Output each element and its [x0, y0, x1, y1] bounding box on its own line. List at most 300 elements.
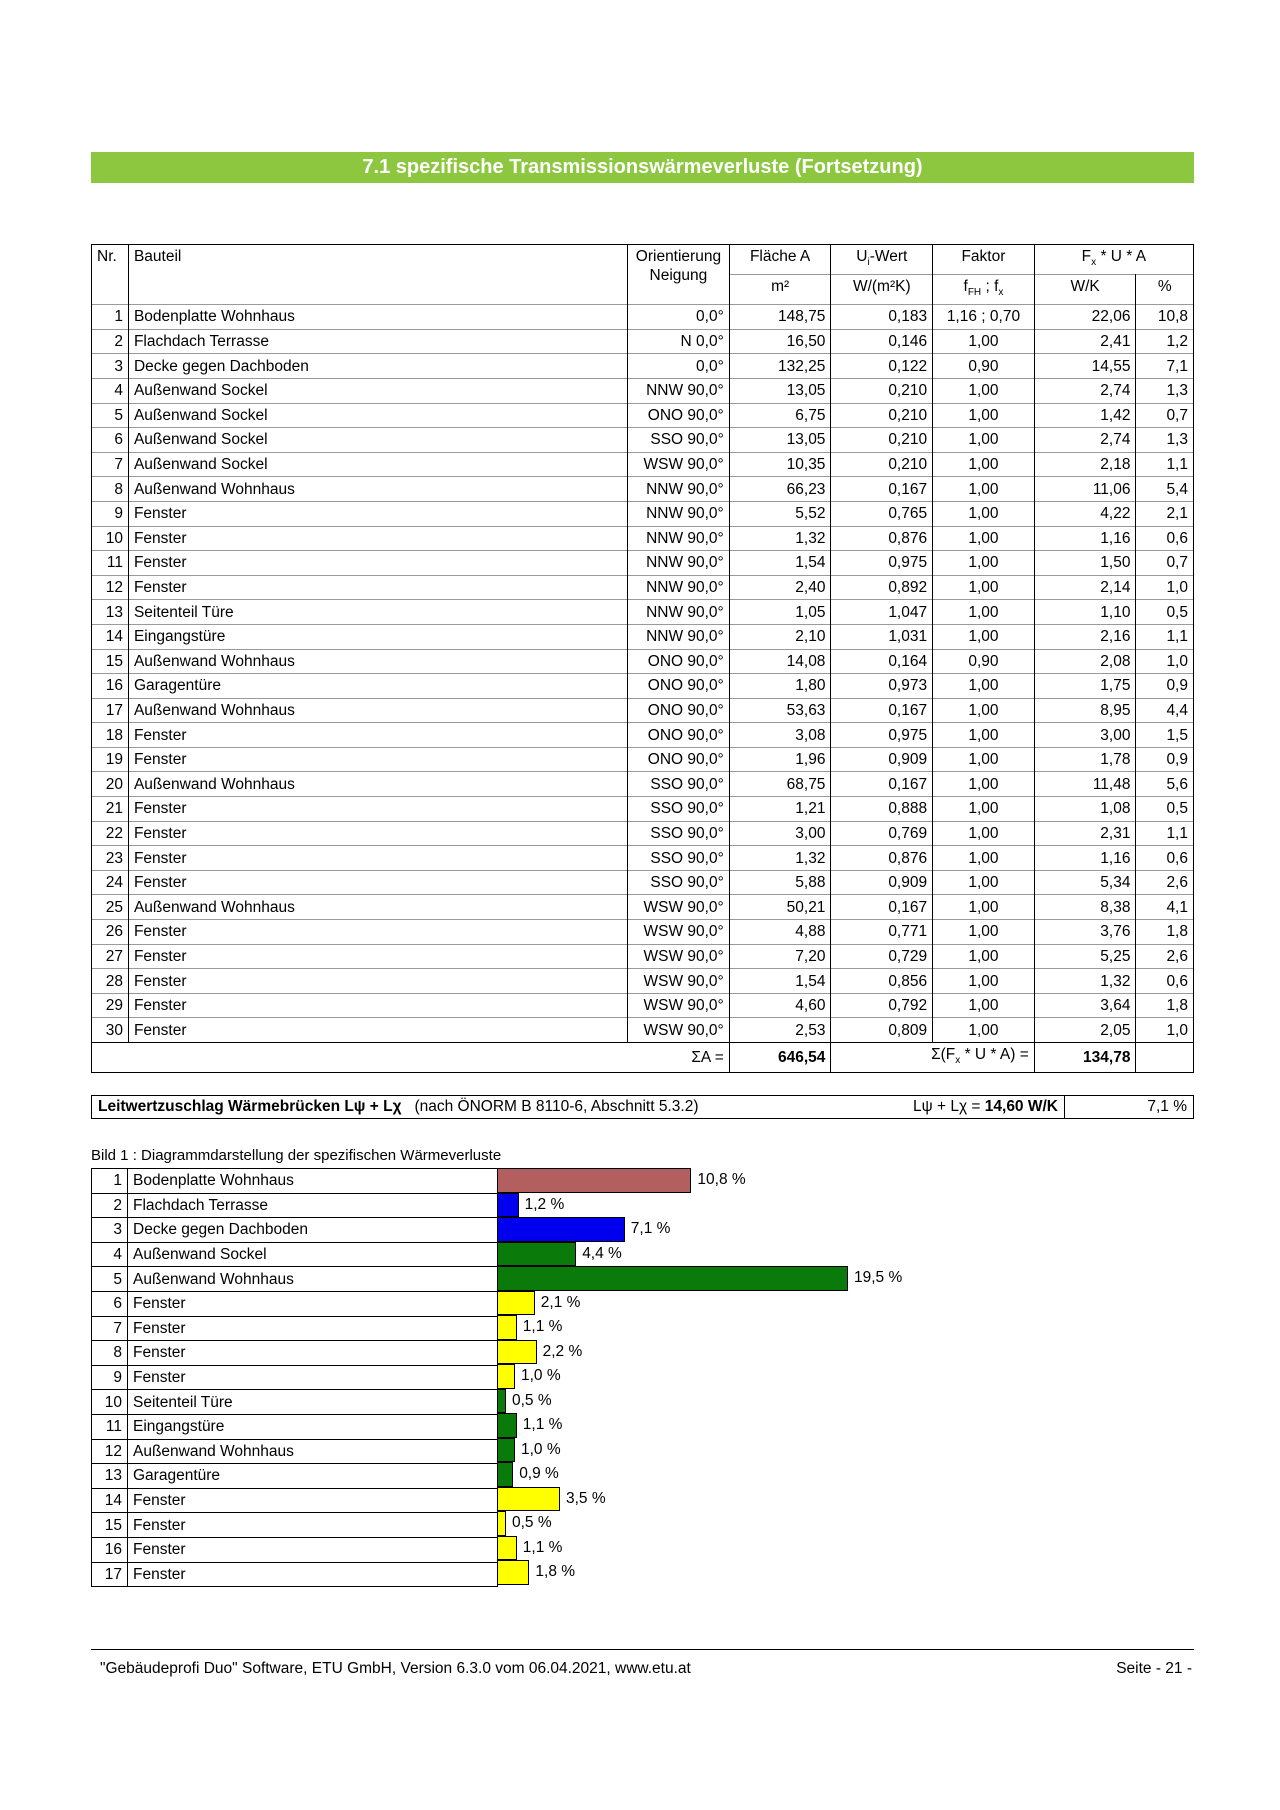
cell-u: 0,975: [831, 723, 933, 748]
cell-orient: WSW 90,0°: [628, 920, 730, 945]
sum-area-label: ΣA =: [628, 1043, 730, 1073]
cell-u: 0,876: [831, 846, 933, 871]
cell-orient: NNW 90,0°: [628, 477, 730, 502]
cell-pct: 1,0: [1136, 575, 1194, 600]
header-uwert-u: U: [856, 248, 868, 265]
chart-bar-label: 19,5 %: [854, 1269, 903, 1287]
cell-area: 50,21: [729, 895, 831, 920]
chart-category-number: 11: [92, 1414, 128, 1439]
chart-category-body: [92, 1169, 498, 1587]
chart-category-label: Eingangstüre: [128, 1414, 498, 1439]
sum-empty-1: [92, 1043, 129, 1073]
table-row: [92, 821, 1194, 846]
chart-bar-row: [497, 1487, 1197, 1512]
cell-u: 0,164: [831, 649, 933, 674]
cell-pct: 7,1: [1136, 354, 1194, 379]
cell-area: 148,75: [729, 305, 831, 330]
cell-bauteil: Außenwand Sockel: [128, 378, 627, 403]
cell-area: 16,50: [729, 329, 831, 354]
cell-u: 0,167: [831, 698, 933, 723]
cell-wk: 1,32: [1034, 969, 1136, 994]
chart-bar: [497, 1462, 513, 1487]
cell-faktor: 1,00: [933, 993, 1035, 1018]
cell-pct: 1,8: [1136, 993, 1194, 1018]
chart-bar-row: [497, 1168, 1197, 1193]
chart-bar: [497, 1242, 576, 1267]
chart-bar-row: [497, 1389, 1197, 1414]
unit-faktor-sub1: FH: [967, 287, 982, 299]
chart-bar: [497, 1217, 625, 1242]
cell-bauteil: Fenster: [128, 575, 627, 600]
cell-bauteil: Bodenplatte Wohnhaus: [128, 305, 627, 330]
chart-bar-row: [497, 1511, 1197, 1536]
cell-faktor: 1,00: [933, 895, 1035, 920]
cell-u: 0,973: [831, 674, 933, 699]
cell-wk: 22,06: [1034, 305, 1136, 330]
cell-bauteil: Außenwand Sockel: [128, 428, 627, 453]
cell-nr: 30: [92, 1018, 129, 1043]
chart-bar-row: [497, 1242, 1197, 1267]
cell-faktor: 1,00: [933, 501, 1035, 526]
chart-category-row: [92, 1562, 498, 1587]
cell-area: 3,00: [729, 821, 831, 846]
cell-faktor: 1,00: [933, 944, 1035, 969]
cell-area: 14,08: [729, 649, 831, 674]
header-flaeche: Fläche A: [729, 245, 831, 275]
chart-category-row: [92, 1242, 498, 1267]
chart-category-number: 7: [92, 1316, 128, 1341]
waermebruecken-value: [907, 1098, 1064, 1116]
cell-wk: 1,16: [1034, 846, 1136, 871]
cell-wk: 1,50: [1034, 551, 1136, 576]
cell-wk: 1,75: [1034, 674, 1136, 699]
chart-category-row: [92, 1218, 498, 1243]
chart-bar: [497, 1266, 848, 1291]
cell-orient: NNW 90,0°: [628, 624, 730, 649]
table-row: [92, 501, 1194, 526]
cell-area: 6,75: [729, 403, 831, 428]
cell-orient: NNW 90,0°: [628, 526, 730, 551]
header-nr: Nr.: [92, 245, 129, 305]
chart-bar-row: [497, 1364, 1197, 1389]
cell-orient: NNW 90,0°: [628, 575, 730, 600]
cell-wk: 1,10: [1034, 600, 1136, 625]
cell-nr: 3: [92, 354, 129, 379]
cell-area: 10,35: [729, 452, 831, 477]
table-row: [92, 452, 1194, 477]
cell-nr: 8: [92, 477, 129, 502]
sum-wk-label-b: * U * A) =: [960, 1046, 1029, 1063]
cell-area: 2,40: [729, 575, 831, 600]
cell-orient: WSW 90,0°: [628, 944, 730, 969]
table-row: [92, 674, 1194, 699]
chart-category-number: 5: [92, 1267, 128, 1292]
table-row: [92, 920, 1194, 945]
cell-u: 0,809: [831, 1018, 933, 1043]
header-fua: [1034, 245, 1193, 275]
cell-u: 0,210: [831, 428, 933, 453]
cell-orient: SSO 90,0°: [628, 797, 730, 822]
cell-pct: 0,6: [1136, 969, 1194, 994]
chart-bar-label: 0,5 %: [512, 1514, 552, 1532]
waermebruecken-pct: 7,1 %: [1064, 1096, 1193, 1118]
cell-orient: ONO 90,0°: [628, 747, 730, 772]
chart-bar-row: [497, 1438, 1197, 1463]
chart-bar-label: 2,2 %: [542, 1342, 583, 1360]
table-row: [92, 969, 1194, 994]
cell-u: 0,792: [831, 993, 933, 1018]
cell-nr: 21: [92, 797, 129, 822]
chart-bar-label: 1,0 %: [521, 1440, 561, 1458]
cell-faktor: 0,90: [933, 354, 1035, 379]
table-row: [92, 649, 1194, 674]
cell-faktor: 1,00: [933, 378, 1035, 403]
unit-pct: %: [1136, 275, 1194, 305]
unit-faktor-mid: ; f: [981, 278, 999, 296]
chart-category-row: [92, 1316, 498, 1341]
cell-area: 53,63: [729, 698, 831, 723]
chart-bar-label: 7,1 %: [630, 1220, 671, 1238]
header-uwert-sub: i: [867, 257, 870, 269]
cell-u: 1,031: [831, 624, 933, 649]
cell-faktor: 1,00: [933, 624, 1035, 649]
cell-area: 66,23: [729, 477, 831, 502]
chart-category-label: Fenster: [128, 1365, 498, 1390]
cell-bauteil: Fenster: [128, 797, 627, 822]
cell-pct: 0,7: [1136, 403, 1194, 428]
sum-area-value: 646,54: [729, 1043, 831, 1073]
chart-category-label: Fenster: [128, 1341, 498, 1366]
cell-orient: NNW 90,0°: [628, 501, 730, 526]
cell-u: 0,765: [831, 501, 933, 526]
cell-wk: 5,25: [1034, 944, 1136, 969]
cell-wk: 11,48: [1034, 772, 1136, 797]
cell-pct: 1,3: [1136, 428, 1194, 453]
cell-nr: 15: [92, 649, 129, 674]
cell-bauteil: Fenster: [128, 920, 627, 945]
cell-pct: 0,9: [1136, 674, 1194, 699]
transmission-table: [91, 244, 1194, 1073]
cell-nr: 20: [92, 772, 129, 797]
chart-category-row: [92, 1169, 498, 1194]
cell-nr: 7: [92, 452, 129, 477]
cell-pct: 1,2: [1136, 329, 1194, 354]
cell-nr: 2: [92, 329, 129, 354]
chart-category-label: Fenster: [128, 1291, 498, 1316]
cell-u: 0,729: [831, 944, 933, 969]
cell-orient: SSO 90,0°: [628, 846, 730, 871]
cell-pct: 1,5: [1136, 723, 1194, 748]
chart-bar-label: 0,5 %: [512, 1391, 552, 1409]
cell-pct: 1,1: [1136, 624, 1194, 649]
cell-bauteil: Fenster: [128, 501, 627, 526]
chart-bar: [497, 1536, 517, 1561]
header-fua-sub: x: [1091, 257, 1097, 269]
cell-u: 0,975: [831, 551, 933, 576]
table-row: [92, 895, 1194, 920]
cell-faktor: 1,00: [933, 723, 1035, 748]
cell-nr: 10: [92, 526, 129, 551]
cell-wk: 2,74: [1034, 378, 1136, 403]
cell-orient: NNW 90,0°: [628, 378, 730, 403]
chart-bar-label: 4,4 %: [582, 1244, 622, 1262]
header-bauteil: Bauteil: [128, 245, 627, 305]
header-orientierung-text: Orientierung: [635, 248, 722, 265]
cell-orient: NNW 90,0°: [628, 551, 730, 576]
cell-area: 3,08: [729, 723, 831, 748]
cell-nr: 28: [92, 969, 129, 994]
sum-empty-2: [128, 1043, 627, 1073]
chart-category-label: Seitenteil Türe: [128, 1390, 498, 1415]
table-header-row: [92, 245, 1194, 275]
cell-u: 0,210: [831, 378, 933, 403]
cell-nr: 25: [92, 895, 129, 920]
sum-wk-label-a: Σ(F: [931, 1046, 956, 1063]
footer-page-number: Seite - 21 -: [1116, 1660, 1192, 1677]
cell-area: 7,20: [729, 944, 831, 969]
cell-bauteil: Fenster: [128, 821, 627, 846]
chart-caption: Bild 1 : Diagrammdarstellung der spezifischen Wärmeverluste: [91, 1147, 502, 1164]
cell-wk: 2,41: [1034, 329, 1136, 354]
cell-orient: WSW 90,0°: [628, 1018, 730, 1043]
waermebruecken-value-prefix: Lψ + Lχ =: [913, 1098, 985, 1115]
cell-orient: WSW 90,0°: [628, 969, 730, 994]
cell-faktor: 0,90: [933, 649, 1035, 674]
cell-faktor: 1,00: [933, 551, 1035, 576]
cell-area: 4,60: [729, 993, 831, 1018]
cell-pct: 0,5: [1136, 797, 1194, 822]
header-fua-f: F: [1081, 248, 1092, 265]
cell-nr: 23: [92, 846, 129, 871]
cell-faktor: 1,00: [933, 698, 1035, 723]
table-row: [92, 993, 1194, 1018]
cell-nr: 4: [92, 378, 129, 403]
cell-u: 0,183: [831, 305, 933, 330]
chart-bar-label: 1,8 %: [535, 1563, 576, 1581]
chart-category-row: [92, 1365, 498, 1390]
cell-wk: 2,14: [1034, 575, 1136, 600]
cell-wk: 3,64: [1034, 993, 1136, 1018]
cell-wk: 8,95: [1034, 698, 1136, 723]
chart-bar: [497, 1511, 506, 1536]
cell-nr: 29: [92, 993, 129, 1018]
chart-category-row: [92, 1414, 498, 1439]
cell-nr: 14: [92, 624, 129, 649]
cell-faktor: 1,00: [933, 969, 1035, 994]
chart-category-row: [92, 1193, 498, 1218]
cell-area: 1,32: [729, 846, 831, 871]
cell-faktor: 1,00: [933, 428, 1035, 453]
cell-orient: NNW 90,0°: [628, 600, 730, 625]
cell-bauteil: Fenster: [128, 846, 627, 871]
cell-faktor: 1,00: [933, 403, 1035, 428]
cell-pct: 1,3: [1136, 378, 1194, 403]
cell-nr: 26: [92, 920, 129, 945]
cell-bauteil: Fenster: [128, 551, 627, 576]
cell-u: 0,769: [831, 821, 933, 846]
chart-bar: [497, 1193, 519, 1218]
cell-wk: 5,34: [1034, 870, 1136, 895]
table-row: [92, 624, 1194, 649]
cell-u: 0,876: [831, 526, 933, 551]
cell-orient: SSO 90,0°: [628, 870, 730, 895]
cell-orient: ONO 90,0°: [628, 403, 730, 428]
cell-nr: 27: [92, 944, 129, 969]
cell-bauteil: Außenwand Sockel: [128, 452, 627, 477]
table-row: [92, 378, 1194, 403]
cell-pct: 1,1: [1136, 452, 1194, 477]
cell-nr: 19: [92, 747, 129, 772]
table-row: [92, 551, 1194, 576]
cell-nr: 6: [92, 428, 129, 453]
cell-area: 1,21: [729, 797, 831, 822]
cell-wk: 1,08: [1034, 797, 1136, 822]
chart-category-number: 13: [92, 1464, 128, 1489]
chart-category-number: 16: [92, 1537, 128, 1562]
cell-pct: 10,8: [1136, 305, 1194, 330]
table-row: [92, 575, 1194, 600]
cell-area: 2,10: [729, 624, 831, 649]
cell-faktor: 1,00: [933, 797, 1035, 822]
sum-wk-value: 134,78: [1034, 1043, 1136, 1073]
cell-area: 1,96: [729, 747, 831, 772]
cell-u: 0,888: [831, 797, 933, 822]
chart-category-row: [92, 1291, 498, 1316]
cell-bauteil: Außenwand Wohnhaus: [128, 698, 627, 723]
chart-category-label: Fenster: [128, 1562, 498, 1587]
cell-pct: 2,6: [1136, 944, 1194, 969]
header-uwert: [831, 245, 933, 275]
chart-bar-row: [497, 1413, 1197, 1438]
chart-category-number: 6: [92, 1291, 128, 1316]
chart-category-number: 10: [92, 1390, 128, 1415]
cell-orient: WSW 90,0°: [628, 993, 730, 1018]
cell-bauteil: Außenwand Wohnhaus: [128, 477, 627, 502]
chart-bar: [497, 1487, 560, 1512]
cell-area: 5,88: [729, 870, 831, 895]
chart-category-row: [92, 1341, 498, 1366]
sum-empty-pct: [1136, 1043, 1194, 1073]
cell-pct: 1,8: [1136, 920, 1194, 945]
cell-pct: 4,4: [1136, 698, 1194, 723]
cell-orient: 0,0°: [628, 354, 730, 379]
chart-bar-row: [497, 1193, 1197, 1218]
cell-u: 1,047: [831, 600, 933, 625]
cell-faktor: 1,00: [933, 772, 1035, 797]
waermebruecken-row: [91, 1095, 1194, 1119]
chart-category-row: [92, 1513, 498, 1538]
cell-pct: 0,7: [1136, 551, 1194, 576]
chart-category-label: Bodenplatte Wohnhaus: [128, 1169, 498, 1194]
table-row: [92, 329, 1194, 354]
cell-wk: 2,31: [1034, 821, 1136, 846]
cell-area: 4,88: [729, 920, 831, 945]
cell-nr: 13: [92, 600, 129, 625]
chart-bar-row: [497, 1315, 1197, 1340]
cell-pct: 5,6: [1136, 772, 1194, 797]
chart-bar: [497, 1315, 517, 1340]
table-row: [92, 846, 1194, 871]
waermebruecken-value-number: 14,60 W/K: [984, 1098, 1058, 1115]
chart-category-label: Fenster: [128, 1537, 498, 1562]
chart-bar: [497, 1413, 517, 1438]
cell-pct: 2,1: [1136, 501, 1194, 526]
chart-category-label: Außenwand Wohnhaus: [128, 1267, 498, 1292]
cell-bauteil: Fenster: [128, 870, 627, 895]
header-neigung-text: Neigung: [649, 267, 708, 284]
table-body: [92, 305, 1194, 1043]
chart-category-row: [92, 1537, 498, 1562]
chart-category-number: 15: [92, 1513, 128, 1538]
header-fua-rest: * U * A: [1096, 248, 1147, 265]
chart-bar-row: [497, 1536, 1197, 1561]
cell-area: 132,25: [729, 354, 831, 379]
chart-category-number: 8: [92, 1341, 128, 1366]
cell-wk: 4,22: [1034, 501, 1136, 526]
table-row: [92, 797, 1194, 822]
unit-faktor-sub2: x: [998, 287, 1004, 299]
cell-area: 1,80: [729, 674, 831, 699]
cell-bauteil: Fenster: [128, 969, 627, 994]
cell-pct: 1,1: [1136, 821, 1194, 846]
cell-nr: 22: [92, 821, 129, 846]
table-row: [92, 723, 1194, 748]
cell-area: 1,54: [729, 969, 831, 994]
cell-bauteil: Außenwand Wohnhaus: [128, 772, 627, 797]
cell-wk: 2,05: [1034, 1018, 1136, 1043]
cell-area: 1,05: [729, 600, 831, 625]
chart-bar-row: [497, 1217, 1197, 1242]
table-row: [92, 354, 1194, 379]
cell-wk: 2,16: [1034, 624, 1136, 649]
cell-area: 13,05: [729, 378, 831, 403]
cell-pct: 0,5: [1136, 600, 1194, 625]
table-row: [92, 944, 1194, 969]
cell-faktor: 1,16 ; 0,70: [933, 305, 1035, 330]
chart-category-row: [92, 1267, 498, 1292]
table-row: [92, 305, 1194, 330]
chart-category-label: Decke gegen Dachboden: [128, 1218, 498, 1243]
cell-area: 1,54: [729, 551, 831, 576]
chart-bar: [497, 1438, 515, 1463]
cell-pct: 0,6: [1136, 846, 1194, 871]
chart-category-table: [91, 1168, 498, 1587]
section-title: [91, 152, 1194, 183]
cell-u: 0,210: [831, 403, 933, 428]
header-orientierung: [628, 245, 730, 305]
cell-faktor: 1,00: [933, 846, 1035, 871]
cell-area: 68,75: [729, 772, 831, 797]
chart-category-number: 14: [92, 1488, 128, 1513]
header-faktor: Faktor: [933, 245, 1035, 275]
cell-u: 0,892: [831, 575, 933, 600]
cell-nr: 11: [92, 551, 129, 576]
cell-bauteil: Eingangstüre: [128, 624, 627, 649]
chart-category-label: Fenster: [128, 1316, 498, 1341]
chart-bar-label: 10,8 %: [697, 1171, 746, 1188]
cell-faktor: 1,00: [933, 526, 1035, 551]
cell-orient: SSO 90,0°: [628, 428, 730, 453]
chart-category-label: Außenwand Wohnhaus: [128, 1439, 498, 1464]
table-row: [92, 772, 1194, 797]
table-row: [92, 870, 1194, 895]
cell-wk: 1,16: [1034, 526, 1136, 551]
chart-bar: [497, 1364, 515, 1389]
waermebruecken-note: (nach ÖNORM B 8110-6, Abschnitt 5.3.2): [414, 1098, 699, 1115]
cell-nr: 1: [92, 305, 129, 330]
cell-area: 5,52: [729, 501, 831, 526]
cell-bauteil: Garagentüre: [128, 674, 627, 699]
